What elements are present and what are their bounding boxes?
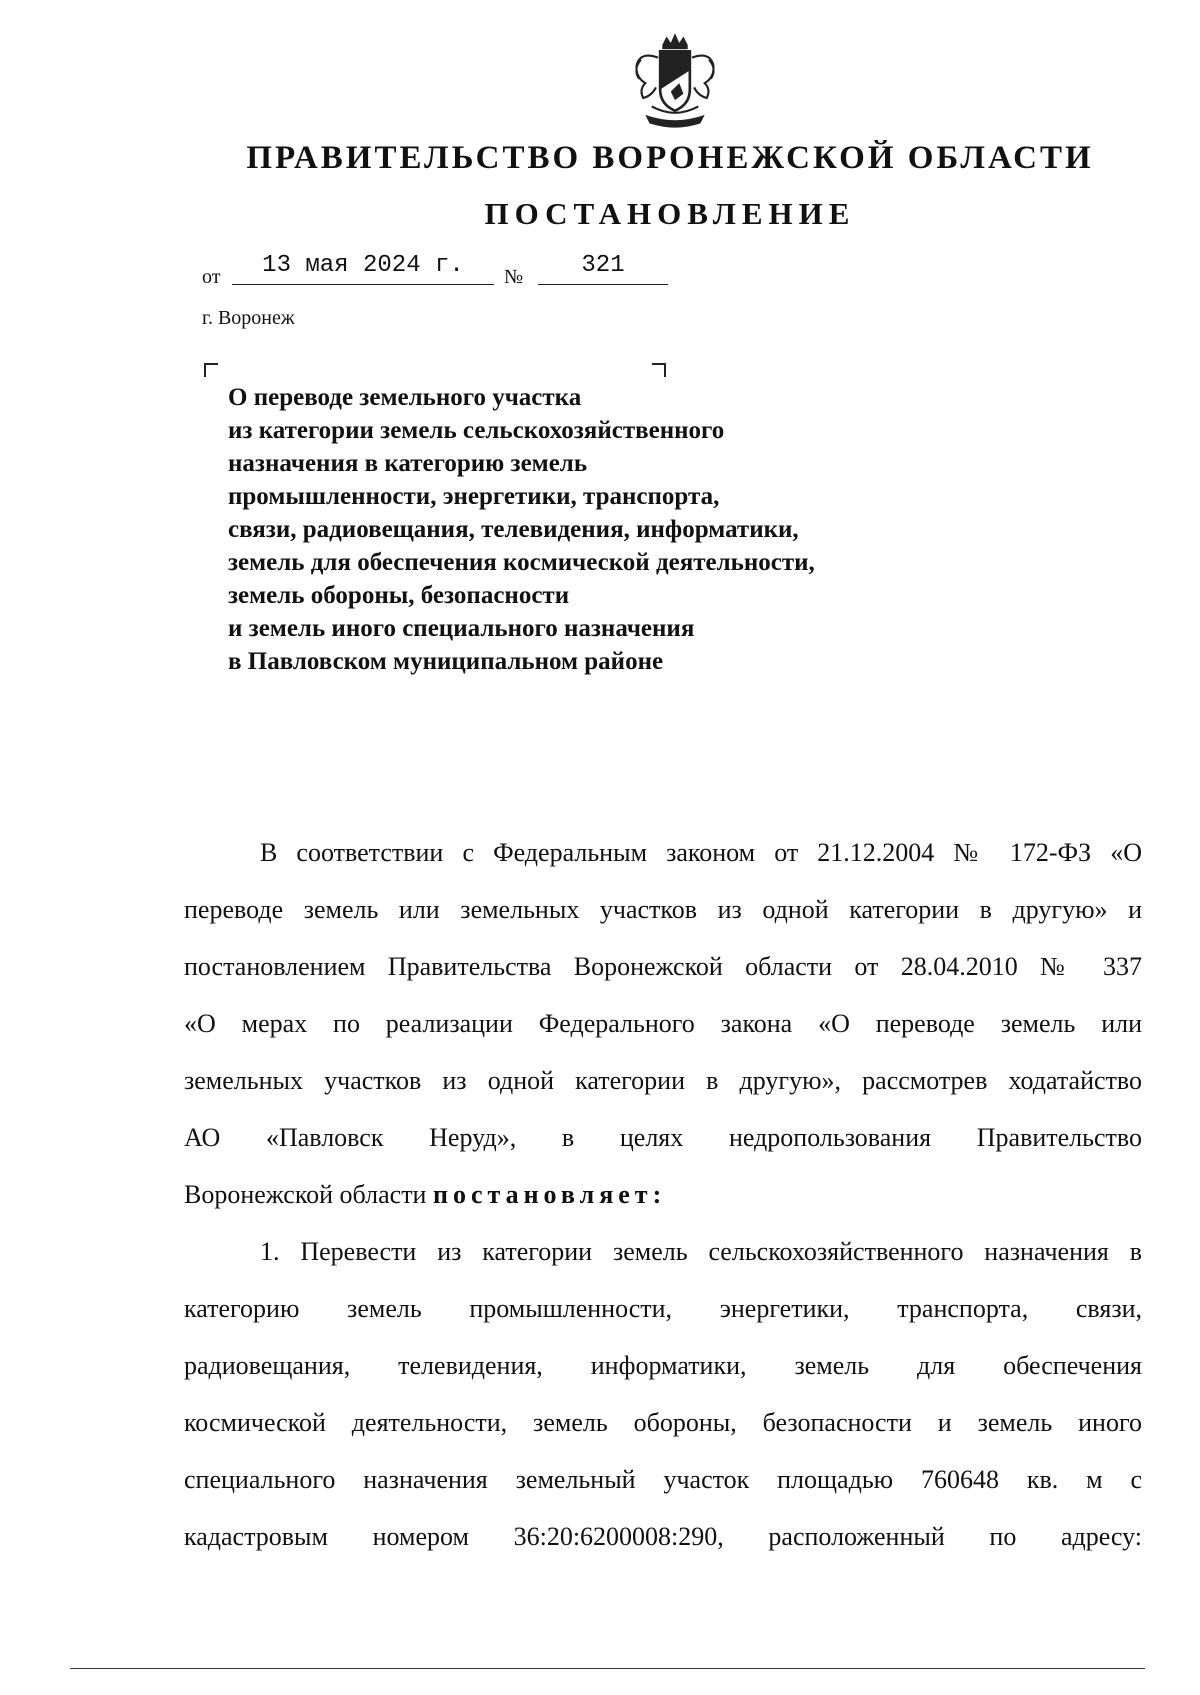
government-title: ПРАВИТЕЛЬСТВО ВОРОНЕЖСКОЙ ОБЛАСТИ: [246, 140, 1094, 176]
subject-line: промышленности, энергетики, транспорта,: [228, 483, 720, 510]
subject-line: назначения в категорию земель: [228, 450, 588, 477]
item-1-line: космической деятельности, земель обороны, безопасности и земель иного: [184, 1408, 1142, 1437]
preamble-line-start: Воронежской области: [184, 1180, 427, 1209]
subject-corner-mark-right: [652, 363, 666, 377]
document-date: 13 мая 2024 г.: [232, 252, 494, 285]
registration-line: [202, 252, 682, 292]
document-subject: [228, 381, 948, 678]
subject-line: и земель иного специального назначения: [228, 615, 695, 642]
subject-line: О переводе земельного участка: [228, 384, 582, 411]
page-bottom-rule: [70, 1668, 1145, 1669]
preamble-line: земельных участков из одной категории в другую», рассмотрев ходатайство: [184, 1066, 1142, 1095]
preamble-line: переводе земель или земельных участков из одной категории в другую» и: [184, 895, 1142, 924]
preamble-line: постановлением Правительства Воронежской области от 28.04.2010 № 337: [184, 952, 1142, 981]
item-1-line: радиовещания, телевидения, информатики, земель для обеспечения: [184, 1351, 1142, 1380]
subject-line: в Павловском муниципальном районе: [228, 648, 664, 675]
item-1-line: кадастровым номером 36:20:6200008:290, расположенный по адресу:: [184, 1522, 1142, 1551]
coat-of-arms-icon: [622, 28, 728, 134]
issue-city: г. Воронеж: [202, 307, 295, 329]
document-number: 321: [538, 252, 668, 285]
item-1-line: 1. Перевести из категории земель сельскохозяйственного назначения в: [260, 1237, 1142, 1266]
item-1-line: категорию земель промышленности, энергетики, транспорта, связи,: [184, 1294, 1142, 1323]
decree-word: постановляет:: [432, 1180, 667, 1209]
preamble-line: «О мерах по реализации Федерального закона «О переводе земель или: [184, 1009, 1142, 1038]
subject-line: из категории земель сельскохозяйственного: [228, 417, 725, 444]
document-type-heading: ПОСТАНОВЛЕНИЕ: [484, 196, 856, 231]
subject-line: связи, радиовещания, телевидения, информатики,: [228, 516, 799, 543]
subject-line: земель обороны, безопасности: [228, 582, 570, 609]
preamble-last-line: [184, 1175, 1142, 1232]
number-sign-label: №: [504, 266, 524, 288]
preamble-line: В соответствии с Федеральным законом от 21.12.2004 № 172-ФЗ «О: [260, 838, 1142, 867]
subject-corner-mark-left: [204, 363, 218, 377]
document-body: [184, 833, 1142, 1574]
item-1-line: специального назначения земельный участок площадью 760648 кв. м с: [184, 1465, 1142, 1494]
date-prefix-label: от: [202, 266, 221, 288]
subject-line: земель для обеспечения космической деятельности,: [228, 549, 815, 576]
preamble-line: АО «Павловск Неруд», в целях недропользования Правительство: [184, 1123, 1142, 1152]
